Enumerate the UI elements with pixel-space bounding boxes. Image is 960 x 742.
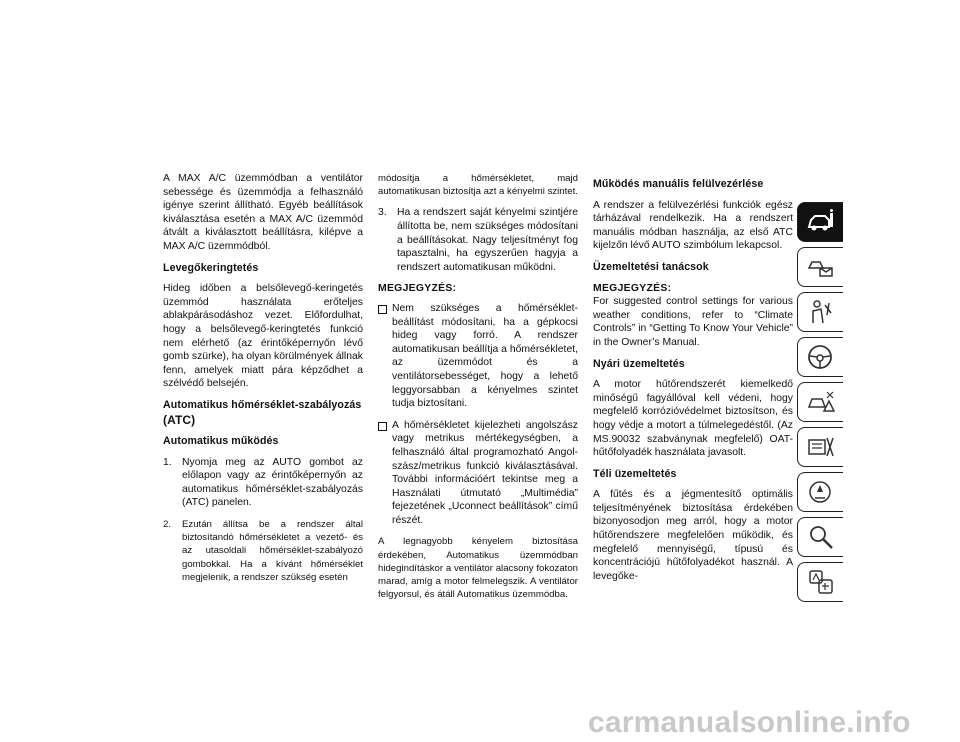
tab-safety[interactable] — [797, 292, 843, 332]
step-3 — [378, 206, 578, 274]
index-search-icon — [807, 524, 835, 550]
note-heading: MEGJEGYZÉS: — [378, 283, 457, 295]
step-2 — [163, 518, 363, 584]
warning-lights-icon — [807, 254, 835, 280]
column-left — [163, 172, 363, 592]
heading-atc-title: Automatikus hőmérséklet-szabályozás — [163, 398, 362, 411]
heading-atc — [163, 399, 363, 427]
chapter-tabs — [797, 202, 844, 607]
winter-paragraph: A fűtés és a jégmentesítő optimális teljesítményének biztosítása érdekében bizonyosodjon meg arról, hogy a motor hűtőrendszere megfelelően működik, és megfelelő mennyiségű, típusú és koncentrációjú hűtőfolyadékot használ. A levegőke- — [593, 489, 793, 582]
roadside-emergency-icon — [807, 389, 835, 415]
steering-wheel-icon — [807, 344, 835, 370]
recirculation-paragraph: Hideg időben a belsőlevegő-keringetés üzemmód használata erőteljes ablakpárásodáshoz vezet. Előfordulhat, hogy a belsőlevegő-keringtetés funkció nem elérhető (az érintőképernyőn lévő gomb szürke), ha olyan körülmények állnak fenn, amelyek miatt pára képződhet a szélvédő belsején. — [163, 283, 363, 390]
manual-paragraph: A rendszer a felülvezérlési funkciók egész tárházával rendelkezik. Ha a rendszert manuális módban használja, az első ATC kijelzőn lévő AUTO szimbólum lekapcsol. — [593, 199, 793, 252]
step-2-text: Ezután állítsa be a rendszer által biztosítandó hőmérsékletet a vezető- és az utasoldali hőmérséklet-szabályozó gombokkal. Ha a kívánt hőmérséklet megjelenik, a rendszer szükség esetén — [182, 519, 363, 583]
step-3-text: Ha a rendszert saját kényelmi szintjére állította be, nem szükséges módosítani a beállításokat. Nagy teljesítményt fog tapasztalni, ha egyszerűen hagyja a rendszert automatikusan működni. — [397, 207, 578, 273]
heading-manual-override: Működés manuális felülvezérlése — [593, 178, 764, 190]
tab-multilanguage[interactable] — [797, 562, 843, 602]
tab-specifications[interactable] — [797, 472, 843, 512]
heading-atc-abbr: (ATC) — [163, 412, 196, 427]
checkbox-bullet-icon — [378, 422, 387, 431]
note-paragraph: For suggested control settings for various weather conditions, refer to “Climate Controls” in “Getting To Know Your Vehicle” in the Owner’s Manual. — [593, 296, 793, 348]
note-bullet — [378, 302, 578, 411]
tab-emergency[interactable] — [797, 382, 843, 422]
tab-servicing[interactable] — [797, 427, 843, 467]
step-1-text: Nyomja meg az AUTO gombot az előlapon vagy az érintőképernyőn az automatikus hőmérséklet-szabályozás (ATC) panelen. — [182, 456, 363, 509]
step-1 — [163, 456, 363, 510]
heading-winter-operation: Téli üzemeltetés — [593, 467, 677, 480]
specifications-icon — [807, 479, 835, 505]
step-1-number: 1. — [163, 456, 172, 468]
tab-warning-lights[interactable] — [797, 247, 843, 287]
note-bullet-text: Nem szükséges a hőmérséklet-beállítást módosítani, ha a gépkocsi hideg vagy forró. A rendszer automatikusan beállítja a hőmérsékletet, az üzemmódot és a ventilátorsebességet, hogy a lehető leggyorsabban a kényelmes szintet tudja biztosítani. — [392, 302, 578, 410]
outro-paragraph: A legnagyobb kényelem biztosítása érdekében, Automatikus üzemmódban hidegindításkor a ventilátor alacsony fokozaton marad, amíg a motor felmelegszik. A ventilátor felgyorsul, és átáll Automatikus üzemmódba. — [378, 536, 578, 601]
multilanguage-icon — [807, 569, 835, 595]
step-2-continued: módosítja a hőmérsékletet, majd automatikusan biztosítja azt a kényelmi szintet. — [378, 173, 578, 198]
summer-paragraph: A motor hűtőrendszerét kiemelkedő minőségű fagyállóval kell védeni, hogy megfelelő korrózióvédelmet biztosítson, és hogy védje a motort a túlmelegedéstől. (Az MS.90032 szabványnak megfelelő) OAT-hűtőfolyadék használata javasolt. — [593, 379, 793, 459]
seatbelt-airbag-icon — [807, 299, 835, 325]
car-info-icon — [807, 209, 835, 235]
step-3-number: 3. — [378, 207, 387, 219]
checkbox-bullet-icon — [378, 305, 387, 314]
note-bullet-text: A hőmérsékletet kijelezheti angolszász vagy metrikus mértékegységben, a felhasználó által programozható Angol-szász/metrikus funkció kiválasztásával. További információért tekintse meg a Használati útmutató „Multimédia” fejezetének „Uconnect beállítások” című részét. — [392, 419, 578, 526]
heading-automatic-operation: Automatikus működés — [163, 435, 279, 448]
heading-summer-operation: Nyári üzemeltetés — [593, 357, 685, 370]
step-2-number: 2. — [163, 519, 172, 531]
column-right — [593, 172, 793, 591]
note-heading: MEGJEGYZÉS: — [593, 282, 672, 294]
service-maintenance-icon — [807, 434, 835, 460]
tab-getting-to-know[interactable] — [797, 202, 843, 242]
heading-operating-tips: Üzemeltetési tanácsok — [593, 260, 709, 273]
intro-paragraph: A MAX A/C üzemmódban a ventilátor sebessége és üzemmódja a felhasználó igénye szerint állítható. Egyéb beállítások kiválasztása esetén a MAX A/C üzemmód átvált a kiválasztott beállításra, kilépve a MAX A/C üzemmódból. — [163, 173, 363, 252]
heading-recirculation: Levegőkeringtetés — [163, 261, 259, 274]
column-middle — [378, 172, 578, 609]
tab-driving[interactable] — [797, 337, 843, 377]
watermark: carmanualsonline.info — [588, 706, 911, 739]
note-bullet — [378, 419, 578, 528]
tab-index[interactable] — [797, 517, 843, 557]
